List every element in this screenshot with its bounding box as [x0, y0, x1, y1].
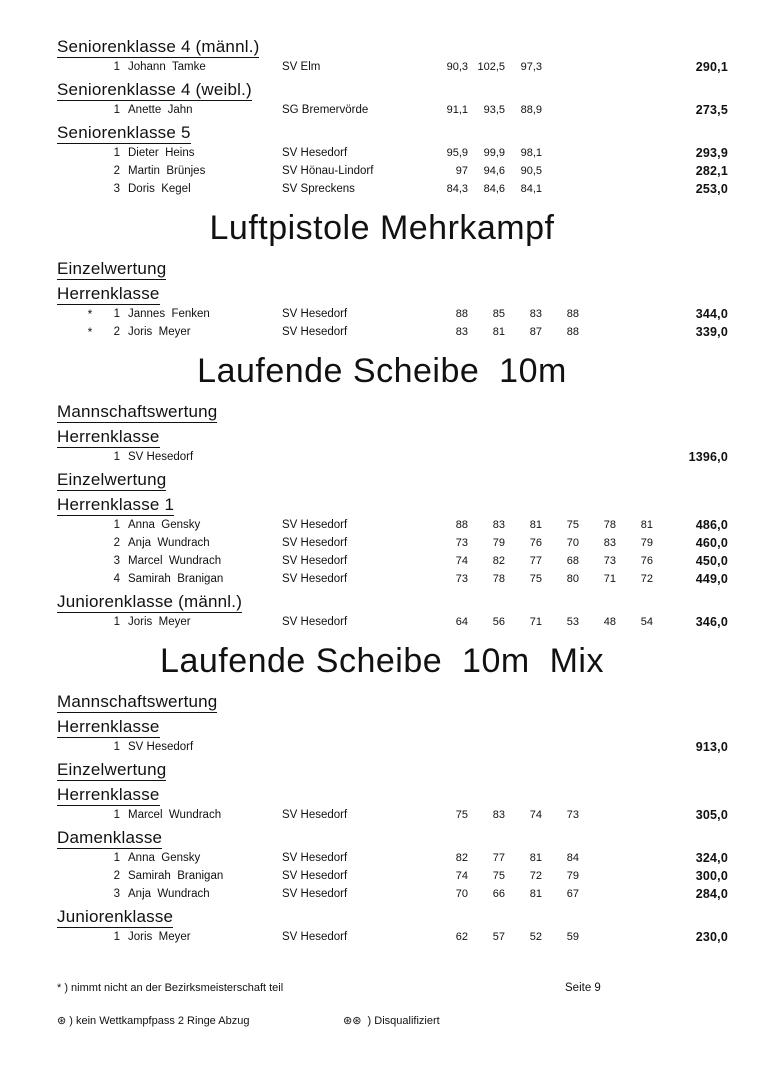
section-heading-text: Herrenklasse — [57, 717, 160, 736]
series-score: 74 — [455, 555, 468, 567]
rank-number: 4 — [113, 573, 120, 585]
result-row — [0, 928, 764, 946]
result-row — [0, 180, 764, 198]
result-row — [0, 305, 764, 323]
series-score: 79 — [640, 537, 653, 549]
club-name: SV Hesedorf — [282, 147, 348, 159]
series-score: 84,6 — [483, 183, 505, 195]
section-heading — [0, 908, 764, 928]
series-score: 64 — [455, 616, 468, 628]
series-score: 81 — [529, 519, 542, 531]
section-heading-text: Seniorenklasse 5 — [57, 123, 191, 142]
section-heading — [0, 718, 764, 738]
club-name: SV Spreckens — [282, 183, 355, 195]
series-score: 76 — [529, 537, 542, 549]
series-score: 83 — [603, 537, 616, 549]
section-heading — [0, 761, 764, 781]
section-heading-text: Herrenklasse — [57, 427, 160, 446]
club-name: SV Hesedorf — [282, 888, 348, 900]
result-row — [0, 323, 764, 341]
team-name: SV Hesedorf — [128, 451, 194, 463]
series-score: 93,5 — [483, 104, 505, 116]
section-heading-text: Herrenklasse 1 — [57, 495, 175, 514]
result-row — [0, 448, 764, 466]
section-heading — [0, 403, 764, 423]
results-document — [0, 33, 764, 946]
series-score: 81 — [529, 852, 542, 864]
series-score: 56 — [492, 616, 505, 628]
result-row — [0, 552, 764, 570]
athlete-name: Anja Wundrach — [128, 888, 210, 900]
series-score: 59 — [566, 931, 579, 943]
total-score: 450,0 — [695, 554, 728, 568]
series-score: 79 — [566, 870, 579, 882]
athlete-name: Dieter Heins — [128, 147, 195, 159]
rank-number: 1 — [113, 852, 120, 864]
series-score: 88 — [455, 519, 468, 531]
event-title: Laufende Scheibe 10m Mix — [160, 642, 604, 680]
series-score: 53 — [566, 616, 579, 628]
section-heading — [0, 428, 764, 448]
page-number: Seite 9 — [565, 982, 601, 994]
series-score: 73 — [566, 809, 579, 821]
series-score: 68 — [566, 555, 579, 567]
rank-number: 1 — [113, 308, 120, 320]
footnote-disqualified: ⊛⊛ ) Disqualifiziert — [343, 1015, 440, 1027]
club-name: SG Bremervörde — [282, 104, 369, 116]
series-score: 73 — [603, 555, 616, 567]
series-score: 79 — [492, 537, 505, 549]
section-heading — [0, 496, 764, 516]
series-score: 57 — [492, 931, 505, 943]
total-score: 284,0 — [695, 887, 728, 901]
series-score: 82 — [455, 852, 468, 864]
series-score: 88,9 — [520, 104, 542, 116]
series-score: 90,5 — [520, 165, 542, 177]
section-heading — [0, 693, 764, 713]
result-row — [0, 849, 764, 867]
section-heading — [0, 285, 764, 305]
total-score: 290,1 — [695, 60, 728, 74]
series-score: 71 — [529, 616, 542, 628]
result-row — [0, 144, 764, 162]
section-heading — [0, 786, 764, 806]
athlete-name: Jannes Fenken — [128, 308, 210, 320]
section-heading — [0, 124, 764, 144]
series-score: 75 — [455, 809, 468, 821]
section-heading-text: Herrenklasse — [57, 284, 160, 303]
club-name: SV Hesedorf — [282, 555, 348, 567]
series-score: 81 — [492, 326, 505, 338]
athlete-name: Samirah Branigan — [128, 573, 224, 585]
rank-number: 1 — [113, 451, 120, 463]
series-score: 81 — [529, 888, 542, 900]
total-score: 293,9 — [695, 146, 728, 160]
total-score: 282,1 — [695, 164, 728, 178]
section-heading — [0, 829, 764, 849]
club-name: SV Hesedorf — [282, 931, 348, 943]
total-score: 1396,0 — [688, 450, 728, 464]
series-score: 52 — [529, 931, 542, 943]
total-score: 305,0 — [695, 808, 728, 822]
athlete-name: Joris Meyer — [128, 326, 191, 338]
athlete-name: Samirah Branigan — [128, 870, 224, 882]
club-name: SV Hesedorf — [282, 852, 348, 864]
series-score: 94,6 — [483, 165, 505, 177]
series-score: 102,5 — [477, 61, 505, 73]
club-name: SV Elm — [282, 61, 321, 73]
section-heading — [0, 260, 764, 280]
series-score: 74 — [529, 809, 542, 821]
rank-number: 1 — [113, 519, 120, 531]
athlete-name: Joris Meyer — [128, 616, 191, 628]
series-score: 83 — [492, 519, 505, 531]
total-score: 344,0 — [695, 307, 728, 321]
series-score: 83 — [492, 809, 505, 821]
series-score: 73 — [455, 573, 468, 585]
series-score: 98,1 — [520, 147, 542, 159]
series-score: 99,9 — [483, 147, 505, 159]
section-heading-text: Einzelwertung — [57, 760, 167, 779]
rank-number: 1 — [113, 616, 120, 628]
series-score: 82 — [492, 555, 505, 567]
footnote-asterisk: * ) nimmt nicht an der Bezirksmeisterschaft teil — [57, 982, 284, 994]
series-score: 90,3 — [446, 61, 468, 73]
event-title: Luftpistole Mehrkampf — [209, 209, 555, 247]
club-name: SV Hesedorf — [282, 326, 348, 338]
rank-number: 1 — [113, 741, 120, 753]
section-heading-text: Seniorenklasse 4 (männl.) — [57, 37, 260, 56]
athlete-name: Martin Brünjes — [128, 165, 206, 177]
series-score: 83 — [455, 326, 468, 338]
result-row — [0, 806, 764, 824]
series-score: 48 — [603, 616, 616, 628]
total-score: 486,0 — [695, 518, 728, 532]
section-heading — [0, 593, 764, 613]
event-title: Laufende Scheibe 10m — [197, 352, 567, 390]
athlete-name: Anna Gensky — [128, 519, 201, 531]
athlete-name: Doris Kegel — [128, 183, 191, 195]
result-row — [0, 58, 764, 76]
result-row — [0, 613, 764, 631]
rank-number: 3 — [113, 183, 120, 195]
section-heading-text: Juniorenklasse (männl.) — [57, 592, 243, 611]
series-score: 62 — [455, 931, 468, 943]
series-score: 70 — [455, 888, 468, 900]
section-heading-text: Seniorenklasse 4 (weibl.) — [57, 80, 252, 99]
total-score: 460,0 — [695, 536, 728, 550]
section-heading-text: Mannschaftswertung — [57, 402, 218, 421]
series-score: 75 — [566, 519, 579, 531]
series-score: 85 — [492, 308, 505, 320]
total-score: 253,0 — [695, 182, 728, 196]
section-heading — [0, 81, 764, 101]
club-name: SV Hesedorf — [282, 308, 348, 320]
club-name: SV Hesedorf — [282, 616, 348, 628]
team-name: SV Hesedorf — [128, 741, 194, 753]
result-row — [0, 738, 764, 756]
total-score: 273,5 — [695, 103, 728, 117]
total-score: 300,0 — [695, 869, 728, 883]
rank-number: 1 — [113, 104, 120, 116]
section-heading-text: Juniorenklasse — [57, 907, 174, 926]
total-score: 913,0 — [695, 740, 728, 754]
series-score: 75 — [492, 870, 505, 882]
section-heading — [0, 38, 764, 58]
total-score: 324,0 — [695, 851, 728, 865]
athlete-name: Marcel Wundrach — [128, 555, 222, 567]
rank-number: 2 — [113, 326, 120, 338]
series-score: 76 — [640, 555, 653, 567]
club-name: SV Hesedorf — [282, 537, 348, 549]
series-score: 80 — [566, 573, 579, 585]
series-score: 87 — [529, 326, 542, 338]
result-row — [0, 885, 764, 903]
series-score: 91,1 — [446, 104, 468, 116]
club-name: SV Hesedorf — [282, 870, 348, 882]
total-score: 449,0 — [695, 572, 728, 586]
rank-number: 3 — [113, 888, 120, 900]
total-score: 339,0 — [695, 325, 728, 339]
series-score: 84,3 — [446, 183, 468, 195]
series-score: 97,3 — [520, 61, 542, 73]
series-score: 95,9 — [446, 147, 468, 159]
series-score: 71 — [603, 573, 616, 585]
rank-number: 1 — [113, 931, 120, 943]
club-name: SV Hesedorf — [282, 573, 348, 585]
asterisk-marker: * — [87, 325, 93, 339]
athlete-name: Johann Tamke — [128, 61, 206, 73]
series-score: 81 — [640, 519, 653, 531]
series-score: 70 — [566, 537, 579, 549]
section-heading-text: Damenklasse — [57, 828, 163, 847]
section-heading-text: Mannschaftswertung — [57, 692, 218, 711]
footnote-no-pass: ⊛ ) kein Wettkampfpass 2 Ringe Abzug — [57, 1015, 250, 1027]
series-score: 77 — [492, 852, 505, 864]
series-score: 75 — [529, 573, 542, 585]
athlete-name: Anna Gensky — [128, 852, 201, 864]
series-score: 78 — [603, 519, 616, 531]
rank-number: 1 — [113, 61, 120, 73]
result-row — [0, 101, 764, 119]
section-heading-text: Einzelwertung — [57, 259, 167, 278]
club-name: SV Hesedorf — [282, 809, 348, 821]
rank-number: 3 — [113, 555, 120, 567]
series-score: 84,1 — [520, 183, 542, 195]
series-score: 72 — [640, 573, 653, 585]
athlete-name: Anette Jahn — [128, 104, 193, 116]
athlete-name: Marcel Wundrach — [128, 809, 222, 821]
rank-number: 2 — [113, 165, 120, 177]
series-score: 88 — [455, 308, 468, 320]
club-name: SV Hesedorf — [282, 519, 348, 531]
asterisk-marker: * — [87, 307, 93, 321]
series-score: 77 — [529, 555, 542, 567]
series-score: 78 — [492, 573, 505, 585]
result-row — [0, 162, 764, 180]
series-score: 54 — [640, 616, 653, 628]
series-score: 72 — [529, 870, 542, 882]
result-row — [0, 570, 764, 588]
rank-number: 1 — [113, 809, 120, 821]
section-heading-text: Herrenklasse — [57, 785, 160, 804]
series-score: 74 — [455, 870, 468, 882]
series-score: 67 — [566, 888, 579, 900]
series-score: 97 — [455, 165, 468, 177]
series-score: 66 — [492, 888, 505, 900]
series-score: 84 — [566, 852, 579, 864]
series-score: 73 — [455, 537, 468, 549]
section-heading-text: Einzelwertung — [57, 470, 167, 489]
rank-number: 1 — [113, 147, 120, 159]
total-score: 230,0 — [695, 930, 728, 944]
rank-number: 2 — [113, 870, 120, 882]
series-score: 88 — [566, 308, 579, 320]
result-row — [0, 867, 764, 885]
total-score: 346,0 — [695, 615, 728, 629]
athlete-name: Joris Meyer — [128, 931, 191, 943]
series-score: 83 — [529, 308, 542, 320]
club-name: SV Hönau-Lindorf — [282, 165, 374, 177]
athlete-name: Anja Wundrach — [128, 537, 210, 549]
result-row — [0, 516, 764, 534]
result-row — [0, 534, 764, 552]
section-heading — [0, 471, 764, 491]
series-score: 88 — [566, 326, 579, 338]
rank-number: 2 — [113, 537, 120, 549]
